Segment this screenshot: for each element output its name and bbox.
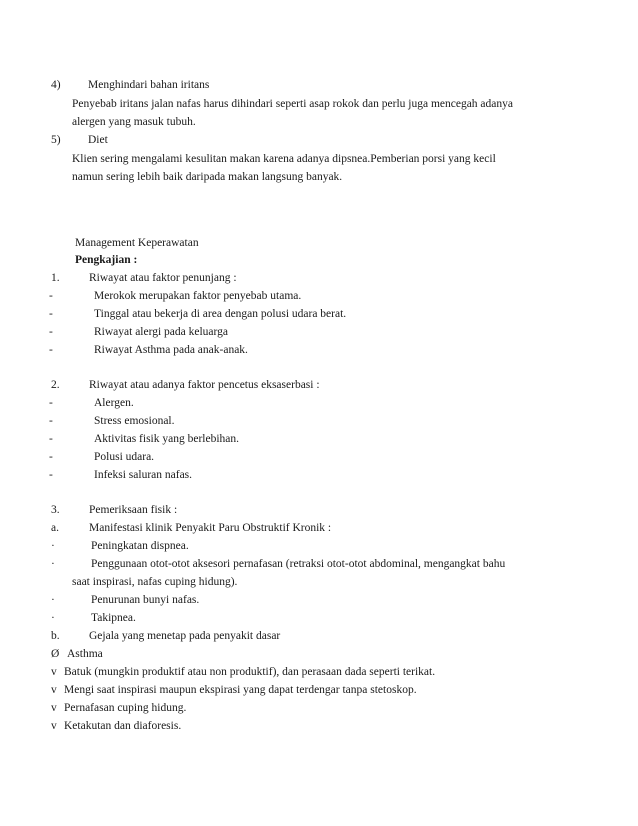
- asthma-label: Asthma: [67, 648, 103, 660]
- pengkajian-heading: Pengkajian :: [75, 254, 138, 266]
- bullet-marker: -: [49, 290, 53, 302]
- sub-b-title: Gejala yang menetap pada penyakit dasar: [89, 630, 281, 642]
- bullet-text: Alergen.: [94, 397, 134, 409]
- bullet-text: Peningkatan dispnea.: [91, 540, 189, 552]
- item-3-marker: 3.: [51, 504, 60, 516]
- bullet-text: Takipnea.: [91, 612, 136, 624]
- dot-marker: ·: [51, 594, 55, 606]
- item-3-title: Pemeriksaan fisik :: [89, 504, 178, 516]
- bullet-text: Aktivitas fisik yang berlebihan.: [94, 433, 239, 445]
- bullet-text: Polusi udara.: [94, 451, 155, 463]
- bullet-marker: -: [49, 344, 53, 356]
- section-5-line: namun sering lebih baik daripada makan langsung banyak.: [72, 171, 343, 183]
- bullet-marker: -: [49, 415, 53, 427]
- section-5-title: Diet: [88, 134, 108, 146]
- bullet-text: Merokok merupakan faktor penyebab utama.: [94, 290, 302, 302]
- symptom-text: Ketakutan dan diaforesis.: [64, 720, 182, 732]
- item-2-marker: 2.: [51, 379, 60, 391]
- check-marker: v: [51, 684, 57, 696]
- bullet-marker: -: [49, 451, 53, 463]
- bullet-marker: -: [49, 326, 53, 338]
- bullet-marker: -: [49, 469, 53, 481]
- bullet-text: Penggunaan otot-otot aksesori pernafasan (retraksi otot-otot abdominal, mengangkat bahu: [91, 558, 506, 570]
- sub-a-title: Manifestasi klinik Penyakit Paru Obstruktif Kronik :: [89, 522, 332, 534]
- bullet-text: Stress emosional.: [94, 415, 175, 427]
- symptom-text: Mengi saat inspirasi maupun ekspirasi yang dapat terdengar tanpa stetoskop.: [64, 684, 417, 696]
- bullet-marker: -: [49, 397, 53, 409]
- section-4-line: Penyebab iritans jalan nafas harus dihindari seperti asap rokok dan perlu juga mencegah adanya: [72, 98, 513, 110]
- bullet-text: Riwayat Asthma pada anak-anak.: [94, 344, 248, 356]
- management-heading: Management Keperawatan: [75, 237, 199, 249]
- item-1-title: Riwayat atau faktor penunjang :: [89, 272, 237, 284]
- bullet-text: Tinggal atau bekerja di area dengan polusi udara berat.: [94, 308, 347, 320]
- check-marker: v: [51, 720, 57, 732]
- section-5-marker: 5): [51, 134, 61, 146]
- dot-marker: ·: [51, 558, 55, 570]
- check-marker: v: [51, 702, 57, 714]
- bullet-text: Infeksi saluran nafas.: [94, 469, 193, 481]
- bullet-marker: -: [49, 308, 53, 320]
- section-4-title: Menghindari bahan iritans: [88, 79, 210, 91]
- bullet-text: Riwayat alergi pada keluarga: [94, 326, 229, 338]
- bullet-text: Penurunan bunyi nafas.: [91, 594, 200, 606]
- bullet-marker: -: [49, 433, 53, 445]
- item-2-title: Riwayat atau adanya faktor pencetus eksaserbasi :: [89, 379, 320, 391]
- dot-marker: ·: [51, 540, 55, 552]
- item-1-marker: 1.: [51, 272, 60, 284]
- sub-b-marker: b.: [51, 630, 60, 642]
- section-4-line: alergen yang masuk tubuh.: [72, 116, 196, 128]
- asthma-marker: Ø: [51, 648, 60, 660]
- symptom-text: Pernafasan cuping hidung.: [64, 702, 187, 714]
- dot-marker: ·: [51, 612, 55, 624]
- check-marker: v: [51, 666, 57, 678]
- bullet-text-continuation: saat inspirasi, nafas cuping hidung).: [72, 576, 238, 588]
- section-5-line: Klien sering mengalami kesulitan makan karena adanya dipsnea.Pemberian porsi yang kecil: [72, 153, 496, 165]
- sub-a-marker: a.: [51, 522, 59, 534]
- section-4-marker: 4): [51, 79, 61, 91]
- symptom-text: Batuk (mungkin produktif atau non produktif), dan perasaan dada seperti terikat.: [64, 666, 436, 678]
